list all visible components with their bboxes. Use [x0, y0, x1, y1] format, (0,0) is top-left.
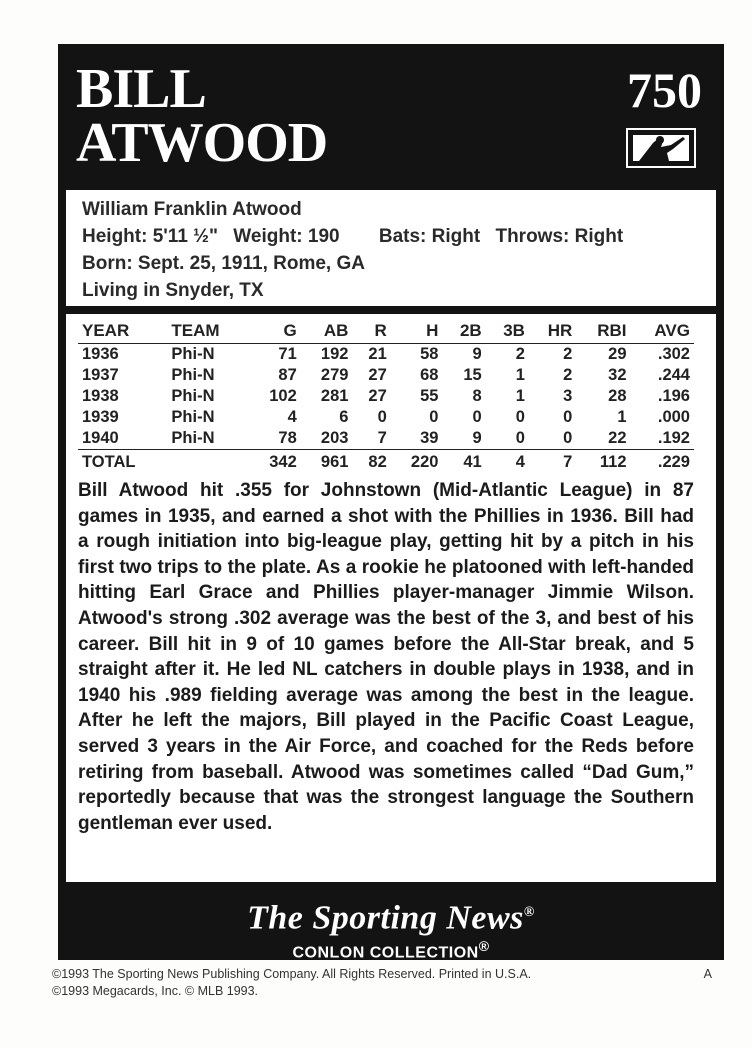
stats-cell: Phi-N: [171, 429, 215, 447]
stats-cell: Phi-N: [171, 345, 215, 363]
bio-bats: Bats: Right: [378, 226, 481, 247]
brand-title-registered: ®: [523, 905, 535, 920]
stats-cell: 3: [563, 387, 573, 405]
copyright-line-1: ©1993 The Sporting News Publishing Company. All Rights Reserved. Printed in U.S.A.: [52, 967, 532, 981]
stats-cell: .302: [657, 345, 690, 363]
stats-total-cell: 41: [442, 450, 485, 475]
stats-cell: .244: [657, 366, 690, 384]
stats-cell: 58: [420, 345, 439, 363]
stats-cell: 9: [472, 429, 482, 447]
stats-cell: 203: [320, 429, 349, 447]
brand-subtitle: [58, 937, 724, 962]
stats-row: [78, 344, 694, 366]
stats-cell: 1: [515, 366, 525, 384]
stats-header-hr: HR: [529, 320, 576, 344]
player-name: [76, 58, 328, 174]
stats-cell: 15: [463, 366, 482, 384]
stats-cell: 0: [429, 408, 439, 426]
stats-cell: 0: [515, 429, 525, 447]
stats-header-2b: 2B: [442, 320, 485, 344]
stats-row: [78, 428, 694, 450]
stats-cell: 22: [608, 429, 627, 447]
player-first-name: BILL: [76, 58, 206, 120]
brand-block: [58, 894, 724, 963]
stats-cell: 281: [320, 387, 349, 405]
stats-cell: 1938: [82, 387, 119, 405]
bio-height: Height: 5'11 ½": [82, 226, 219, 247]
stats-cell: 1939: [82, 408, 119, 426]
stats-cell: .000: [657, 408, 690, 426]
stats-header-team: TEAM: [167, 320, 249, 344]
stats-cell: 28: [608, 387, 627, 405]
stats-cell: 7: [377, 429, 387, 447]
stats-cell: 2: [515, 345, 525, 363]
stats-total-cell: 961: [301, 450, 353, 475]
stats-row: [78, 365, 694, 386]
brand-title-text: The Sporting News: [247, 899, 524, 937]
stats-cell: 279: [320, 366, 349, 384]
stats-cell: 4: [287, 408, 297, 426]
stats-header-year: YEAR: [78, 320, 167, 344]
stats-cell: 29: [608, 345, 627, 363]
stats-row: [78, 386, 694, 407]
stats-header-h: H: [391, 320, 443, 344]
brand-subtitle-registered: ®: [478, 938, 490, 955]
stats-cell: 0: [563, 429, 573, 447]
stats-header-3b: 3B: [486, 320, 529, 344]
print-code-letter: A: [703, 967, 712, 981]
stats-cell: 0: [563, 408, 573, 426]
stats-total-cell: 4: [486, 450, 529, 475]
stats-cell: 0: [472, 408, 482, 426]
stats-cell: 87: [278, 366, 297, 384]
stats-total-cell: 342: [249, 450, 301, 475]
stats-total-cell: .229: [631, 450, 694, 475]
stats-total-cell: 82: [352, 450, 390, 475]
stats-cell: 2: [563, 366, 573, 384]
stats-cell: 21: [368, 345, 387, 363]
player-bio-panel: [66, 190, 716, 306]
copyright-footer: [52, 966, 716, 1000]
stats-cell: 1: [617, 408, 627, 426]
stats-cell: 71: [278, 345, 297, 363]
stats-total-row: [78, 450, 694, 475]
stats-total-cell: 7: [529, 450, 576, 475]
stats-cell: 0: [377, 408, 387, 426]
player-last-name: ATWOOD: [76, 112, 328, 174]
stats-cell: 27: [368, 387, 387, 405]
stats-total-cell: 220: [391, 450, 443, 475]
stats-cell: 2: [563, 345, 573, 363]
stats-cell: 1936: [82, 345, 119, 363]
bio-full-name: William Franklin Atwood: [82, 199, 302, 220]
stats-cell: 9: [472, 345, 482, 363]
stats-cell: 32: [608, 366, 627, 384]
stats-header-rbi: RBI: [576, 320, 630, 344]
bio-weight: Weight: 190: [233, 226, 340, 247]
stats-cell: 1: [515, 387, 525, 405]
bio-living: Living in Snyder, TX: [82, 280, 264, 301]
stats-cell: Phi-N: [171, 366, 215, 384]
bio-measurements-row: [82, 223, 700, 250]
stats-cell: 1940: [82, 429, 119, 447]
stats-cell: 68: [420, 366, 439, 384]
stats-header-g: G: [249, 320, 301, 344]
stats-and-story-panel: [66, 314, 716, 882]
stats-cell: 102: [269, 387, 297, 405]
stats-cell: Phi-N: [171, 408, 215, 426]
bio-born: Born: Sept. 25, 1911, Rome, GA: [82, 253, 365, 274]
stats-cell: 55: [420, 387, 439, 405]
brand-title: [58, 894, 724, 937]
bio-throws: Throws: Right: [495, 226, 624, 247]
stats-cell: Phi-N: [171, 387, 215, 405]
copyright-line-2: ©1993 Megacards, Inc. © MLB 1993.: [52, 984, 259, 998]
stats-total-cell: TOTAL: [78, 450, 167, 475]
stats-table: [78, 320, 694, 474]
stats-cell: 192: [320, 345, 349, 363]
stats-header-r: R: [352, 320, 390, 344]
stats-cell: .196: [657, 387, 690, 405]
mlb-batter-silhouette-icon: [633, 135, 689, 161]
stats-row: [78, 407, 694, 428]
stats-cell: 8: [472, 387, 482, 405]
stats-header-avg: AVG: [631, 320, 694, 344]
card-number: 750: [627, 62, 702, 118]
stats-header-row: [78, 320, 694, 344]
stats-cell: 1937: [82, 366, 119, 384]
brand-subtitle-text: CONLON COLLECTION: [292, 944, 479, 962]
stats-cell: 0: [515, 408, 525, 426]
stats-cell: 39: [420, 429, 439, 447]
stats-cell: 6: [339, 408, 349, 426]
stats-cell: 27: [368, 366, 387, 384]
stats-cell: .192: [657, 429, 690, 447]
stats-total-cell: 112: [576, 450, 630, 475]
stats-total-cell: [167, 450, 249, 475]
baseball-card-back: [58, 44, 724, 960]
mlb-logo-icon: [626, 128, 696, 168]
career-story: Bill Atwood hit .355 for Johnstown (Mid-Atlantic League) in 87 games in 1935, and earned a shot with the Phillies in 1936. Bill had a rough initiation into big-league play, getting hit by a pitch in his first two trips to the plate. As a rookie he platooned with left-handed hitting Earl Grace and Phillies player-manager Jimmie Wilson. Atwood's strong .302 average was the best of the 3, and best of his career. Bill hit in 9 of 10 games before the All-Star break, and 5 straight after it. He led NL catchers in double plays in 1938, and in 1940 his .989 fielding average was among the best in the league. After he left the majors, Bill played in the Pacific Coast League, served 3 years in the Air Force, and coached for the Reds before retiring from baseball. Atwood was sometimes called “Dad Gum,” reportedly because that was the strongest language the Southern gentleman ever used.: [78, 480, 694, 834]
stats-header-ab: AB: [301, 320, 353, 344]
stats-cell: 78: [278, 429, 297, 447]
